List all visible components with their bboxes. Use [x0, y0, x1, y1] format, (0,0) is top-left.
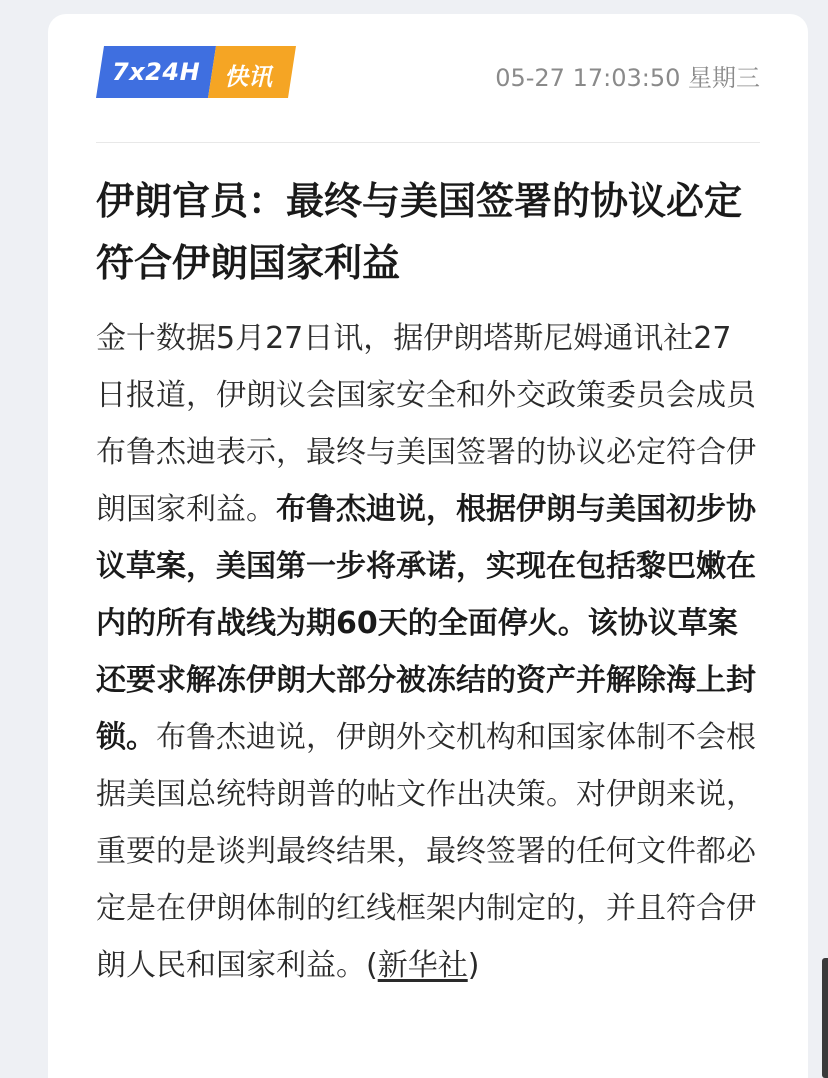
article-title: 伊朗官员：最终与美国签署的协议必定符合伊朗国家利益 [96, 178, 743, 285]
source-open-paren: ( [366, 948, 378, 983]
news-card [48, 14, 808, 1078]
news-header [96, 46, 760, 98]
timestamp: 05-27 17:03:50 星期三 [495, 64, 760, 92]
scrollbar[interactable] [822, 958, 828, 1078]
header-divider [96, 142, 760, 143]
article-body-rest: 布鲁杰迪说，伊朗外交机构和国家体制不会根据美国总统特朗普的帖文作出决策。对伊朗来说，重要的是谈判最终结果，最终签署的任何文件都必定是在伊朗体制的红线框架内制定的，并且符合伊朗人民和国家利益。 [96, 720, 756, 983]
badge-7x24h-label: 7x24H [112, 58, 201, 86]
source-link[interactable]: 新华社 [377, 948, 468, 983]
flash-news-badge [96, 46, 296, 98]
article-body-intro: 金十数据5月27日讯，据伊朗塔斯尼姆通讯社27日报道，伊朗议会国家安全和外交政策委员会成员布鲁杰迪表示，最终与美国签署的协议必定符合伊朗国家利益。 [96, 321, 756, 527]
article-body-highlight: 布鲁杰迪说，根据伊朗与美国初步协议草案，美国第一步将承诺，实现在包括黎巴嫩在内的所有战线为期60天的全面停火。该协议草案还要求解冻伊朗大部分被冻结的资产并解除海上封锁。 [96, 492, 756, 755]
source-close-paren: ) [467, 948, 480, 983]
article-body [96, 310, 760, 994]
badge-flash-label: 快讯 [224, 63, 272, 91]
